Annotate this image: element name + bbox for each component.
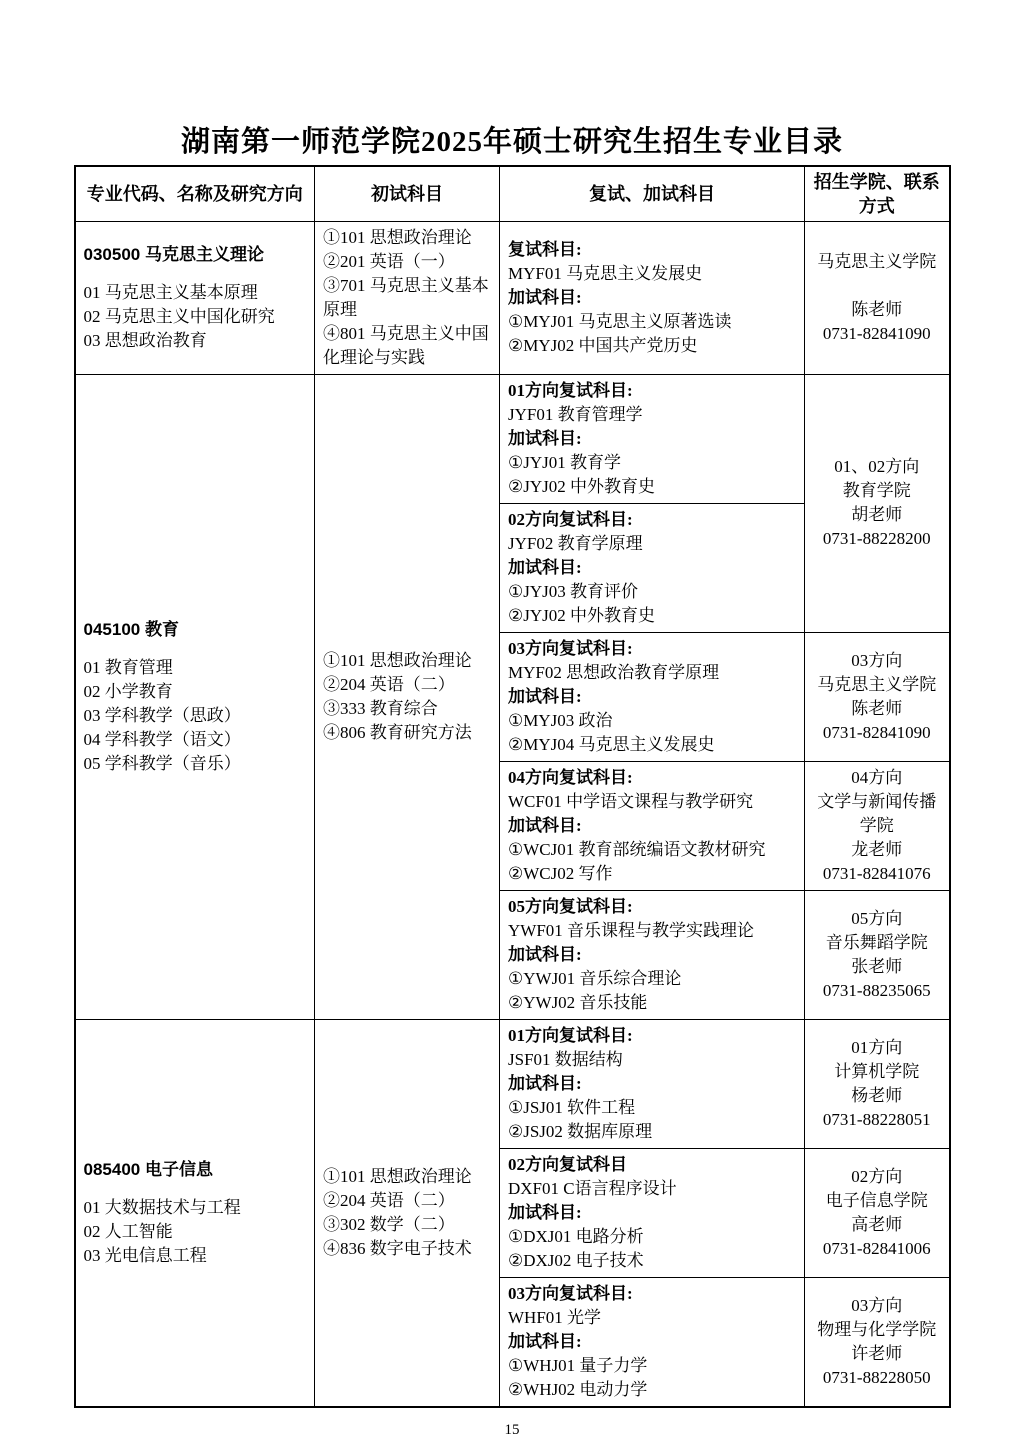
retest-label: 03方向复试科目: [508,1283,633,1303]
phone-number: 0731-82841076 [822,863,931,883]
teacher-name: 杨老师 [851,1085,903,1105]
exam-cell [500,1148,805,1277]
subject-item: ②204 英语（二） [323,1190,455,1210]
contact-direction: 03方向 [851,650,903,670]
teacher-name: 张老师 [851,956,903,976]
subject-item: ③333 教育综合 [323,698,438,718]
addtest-subject: ②JYJ02 中外教育史 [508,605,655,625]
program-code: 030500 马克思主义理论 [83,244,264,264]
subject-item: ③302 数学（二） [323,1214,455,1234]
exam-cell [500,890,805,1019]
addtest-subject: ①MYJ03 政治 [508,710,613,730]
addtest-subject: ①DXJ01 电路分析 [508,1226,644,1246]
retest-subject: JYF02 教育学原理 [508,533,643,553]
exam-cell [500,503,805,632]
addtest-subject: ②YWJ02 音乐技能 [508,992,648,1012]
addtest-label: 加试科目: [508,428,582,448]
exam-cell [500,221,805,374]
phone-number: 0731-82841006 [822,1238,931,1258]
subject-item: ①101 思想政治理论 [323,227,472,247]
subject-item: ③701 马克思主义基本原理 [323,275,489,319]
retest-label: 01方向复试科目: [508,1025,633,1045]
retest-subject: WCF01 中学语文课程与教学研究 [508,791,754,811]
program-code: 045100 教育 [83,619,179,639]
initial-subjects-cell [315,1019,500,1407]
direction-item: 05 学科教学（音乐） [83,753,241,773]
contact-direction: 02方向 [851,1166,903,1186]
addtest-subject: ②WCJ02 写作 [508,863,613,883]
contact-cell [805,632,950,761]
subject-item: ④806 教育研究方法 [323,722,472,742]
contact-cell [805,761,950,890]
retest-label: 02方向复试科目 [508,1154,627,1174]
exam-cell [500,1019,805,1148]
table-row [75,374,950,503]
exam-cell [500,632,805,761]
retest-label: 复试科目: [508,239,582,259]
contact-direction: 04方向 [851,767,903,787]
college-name: 文学与新闻传播学院 [817,791,937,835]
addtest-label: 加试科目: [508,686,582,706]
college-name: 马克思主义学院 [817,251,937,271]
contact-cell [805,1277,950,1407]
addtest-subject: ②WHJ02 电动力学 [508,1379,648,1399]
direction-item: 02 小学教育 [83,681,173,701]
addtest-subject: ②MYJ02 中国共产党历史 [508,335,698,355]
teacher-name: 高老师 [851,1214,903,1234]
college-name: 计算机学院 [834,1061,920,1081]
retest-label: 03方向复试科目: [508,638,633,658]
college-name: 电子信息学院 [825,1190,928,1210]
addtest-subject: ②DXJ02 电子技术 [508,1250,644,1270]
addtest-label: 加试科目: [508,944,582,964]
contact-direction: 01、02方向 [834,457,920,476]
direction-item: 03 学科教学（思政） [83,705,241,725]
retest-subject: JYF01 教育管理学 [508,404,643,424]
retest-label: 05方向复试科目: [508,896,633,916]
contact-cell [805,1148,950,1277]
column-header-retest-subjects: 复试、加试科目 [500,166,805,221]
direction-item: 04 学科教学（语文） [83,729,241,749]
addtest-subject: ①WHJ01 量子力学 [508,1355,648,1375]
college-name: 教育学院 [842,481,911,500]
phone-number: 0731-82841090 [822,722,931,742]
college-name: 马克思主义学院 [817,674,937,694]
exam-cell [500,374,805,503]
initial-subjects-cell [315,374,500,1019]
subject-item: ①101 思想政治理论 [323,1166,472,1186]
direction-item: 02 人工智能 [83,1221,173,1241]
contact-direction: 05方向 [851,908,903,928]
addtest-label: 加试科目: [508,1202,582,1222]
addtest-label: 加试科目: [508,1073,582,1093]
addtest-label: 加试科目: [508,1331,582,1351]
teacher-name: 陈老师 [851,299,903,319]
teacher-name: 陈老师 [851,698,903,718]
phone-number: 0731-88235065 [822,980,931,1000]
teacher-name: 龙老师 [851,839,903,859]
table-row [75,221,950,374]
contact-cell [805,374,950,632]
retest-subject: DXF01 C语言程序设计 [508,1178,677,1198]
subject-item: ②201 英语（一） [323,251,455,271]
retest-label: 02方向复试科目: [508,509,633,529]
retest-subject: WHF01 光学 [508,1307,602,1327]
header-row [75,166,950,221]
phone-number: 0731-88228050 [822,1367,931,1387]
addtest-label: 加试科目: [508,287,582,307]
college-name: 音乐舞蹈学院 [825,932,928,952]
direction-item: 01 教育管理 [83,657,173,677]
retest-label: 01方向复试科目: [508,380,633,400]
retest-subject: MYF02 思想政治教育学原理 [508,662,720,682]
addtest-subject: ②JYJ02 中外教育史 [508,476,655,496]
program-cell-085400 [75,1019,315,1407]
program-code: 085400 电子信息 [83,1159,213,1179]
addtest-subject: ①JYJ01 教育学 [508,452,621,472]
column-header-college-contact: 招生学院、联系方式 [805,166,950,221]
teacher-name: 许老师 [851,1343,903,1363]
retest-subject: YWF01 音乐课程与教学实践理论 [508,920,755,940]
exam-cell [500,1277,805,1407]
direction-item: 02 马克思主义中国化研究 [83,306,275,326]
phone-number: 0731-88228051 [822,1109,931,1129]
college-name: 物理与化学学院 [817,1319,937,1339]
contact-cell [805,890,950,1019]
direction-item: 03 思想政治教育 [83,330,207,350]
subject-item: ①101 思想政治理论 [323,650,472,670]
addtest-subject: ①JSJ01 软件工程 [508,1097,636,1117]
admissions-table [74,165,951,1408]
contact-cell [805,1019,950,1148]
subject-item: ②204 英语（二） [323,674,455,694]
direction-item: 01 大数据技术与工程 [83,1197,241,1217]
phone-number: 0731-88228200 [822,529,931,548]
program-cell-045100 [75,374,315,1019]
addtest-subject: ①JYJ03 教育评价 [508,581,638,601]
addtest-subject: ②JSJ02 数据库原理 [508,1121,653,1141]
subject-item: ④801 马克思主义中国化理论与实践 [323,323,489,367]
direction-item: 01 马克思主义基本原理 [83,282,258,302]
addtest-subject: ①WCJ01 教育部统编语文教材研究 [508,839,766,859]
exam-cell [500,761,805,890]
column-header-program: 专业代码、名称及研究方向 [75,166,315,221]
contact-direction: 03方向 [851,1295,903,1315]
retest-subject: MYF01 马克思主义发展史 [508,263,703,283]
table-row [75,1019,950,1148]
addtest-label: 加试科目: [508,557,582,577]
subject-item: ④836 数字电子技术 [323,1238,472,1258]
page-title: 湖南第一师范学院2025年硕士研究生招生专业目录 [180,126,843,158]
addtest-subject: ①MYJ01 马克思主义原著选读 [508,311,732,331]
program-cell-030500 [75,221,315,374]
retest-label: 04方向复试科目: [508,767,633,787]
teacher-name: 胡老师 [851,505,903,524]
addtest-label: 加试科目: [508,815,582,835]
addtest-subject: ①YWJ01 音乐综合理论 [508,968,682,988]
contact-cell [805,221,950,374]
contact-direction: 01方向 [851,1037,903,1057]
addtest-subject: ②MYJ04 马克思主义发展史 [508,734,715,754]
page-number: 15 [504,1421,520,1438]
retest-subject: JSF01 数据结构 [508,1049,623,1069]
direction-item: 03 光电信息工程 [83,1245,207,1265]
phone-number: 0731-82841090 [822,323,931,343]
column-header-initial-subjects: 初试科目 [315,166,500,221]
initial-subjects-cell [315,221,500,374]
